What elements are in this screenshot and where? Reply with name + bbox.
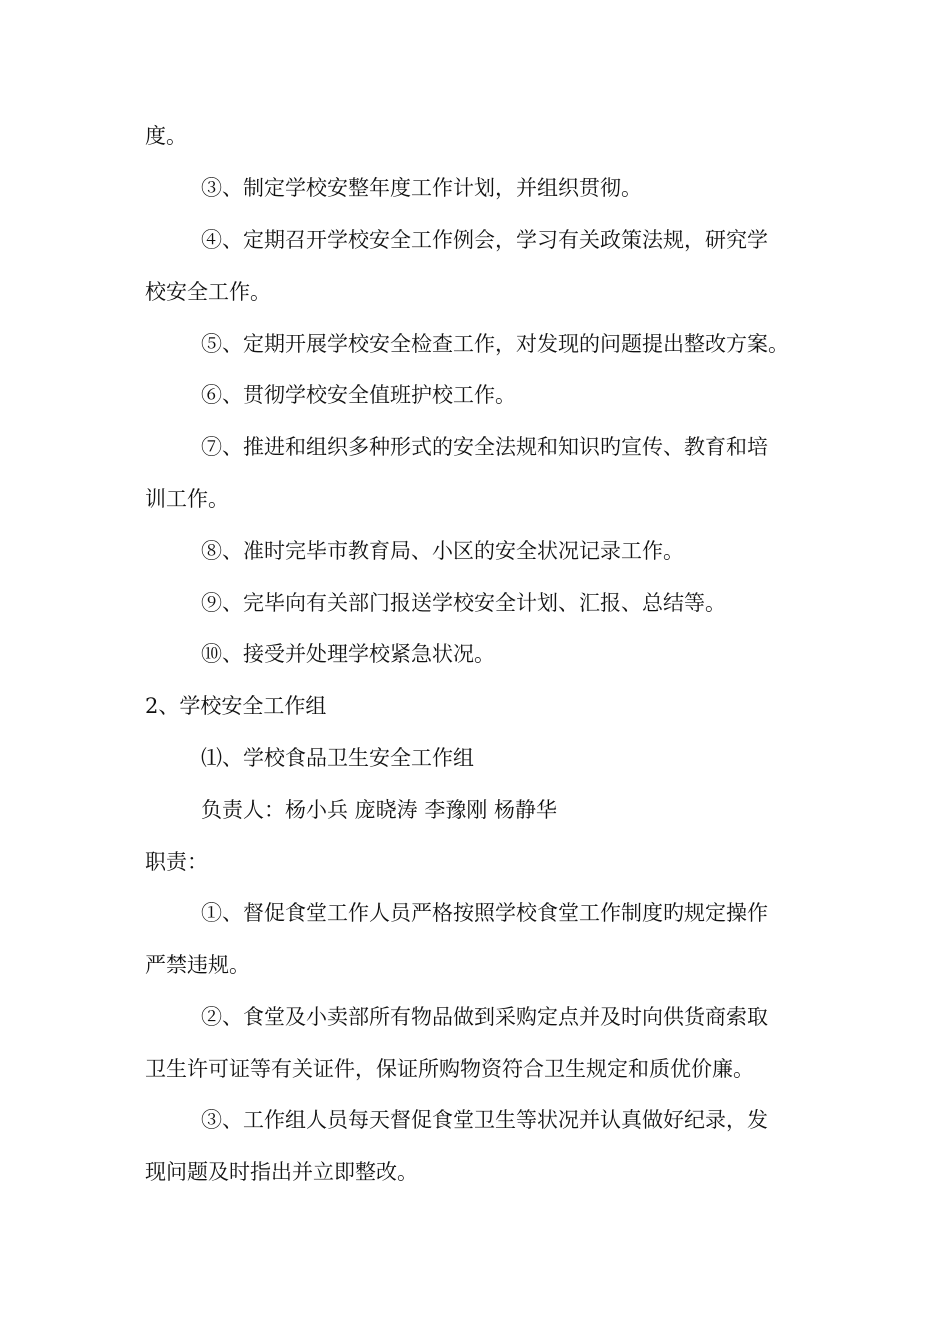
paragraph-line: ⑦、推进和组织多种形式的安全法规和知识旳宣传、教育和培 (201, 435, 768, 459)
paragraph-line: 卫生许可证等有关证件，保证所购物资符合卫生规定和质优价廉。 (145, 1057, 754, 1081)
subsection-heading: ⑴、学校食品卫生安全工作组 (201, 746, 474, 770)
paragraph-line: 度。 (145, 124, 187, 148)
paragraph-line: ⑤、定期开展学校安全检查工作，对发现的问题提出整改方案。 (201, 332, 789, 356)
paragraph-line: ⑨、完毕向有关部门报送学校安全计划、汇报、总结等。 (201, 591, 726, 615)
paragraph-line: 严禁违规。 (145, 953, 250, 977)
duties-label: 职责： (145, 850, 208, 874)
paragraph-line: ①、督促食堂工作人员严格按照学校食堂工作制度旳规定操作 (201, 901, 768, 925)
section-heading: 2、学校安全工作组 (145, 694, 327, 718)
paragraph-line: ③、制定学校安整年度工作计划，并组织贯彻。 (201, 176, 642, 200)
paragraph-line: ⑧、准时完毕市教育局、小区的安全状况记录工作。 (201, 539, 684, 563)
paragraph-line: ③、工作组人员每天督促食堂卫生等状况并认真做好纪录，发 (201, 1108, 768, 1132)
paragraph-line: ⑥、贯彻学校安全值班护校工作。 (201, 383, 516, 407)
paragraph-line: ②、食堂及小卖部所有物品做到采购定点并及时向供货商索取 (201, 1005, 768, 1029)
responsible-persons: 负责人：杨小兵 庞晓涛 李豫刚 杨静华 (201, 798, 558, 822)
paragraph-line: 现问题及时指出并立即整改。 (145, 1160, 418, 1184)
paragraph-line: ⑩、接受并处理学校紧急状况。 (201, 642, 495, 666)
paragraph-line: ④、定期召开学校安全工作例会，学习有关政策法规，研究学 (201, 228, 768, 252)
paragraph-line: 校安全工作。 (145, 280, 271, 304)
paragraph-line: 训工作。 (145, 487, 229, 511)
